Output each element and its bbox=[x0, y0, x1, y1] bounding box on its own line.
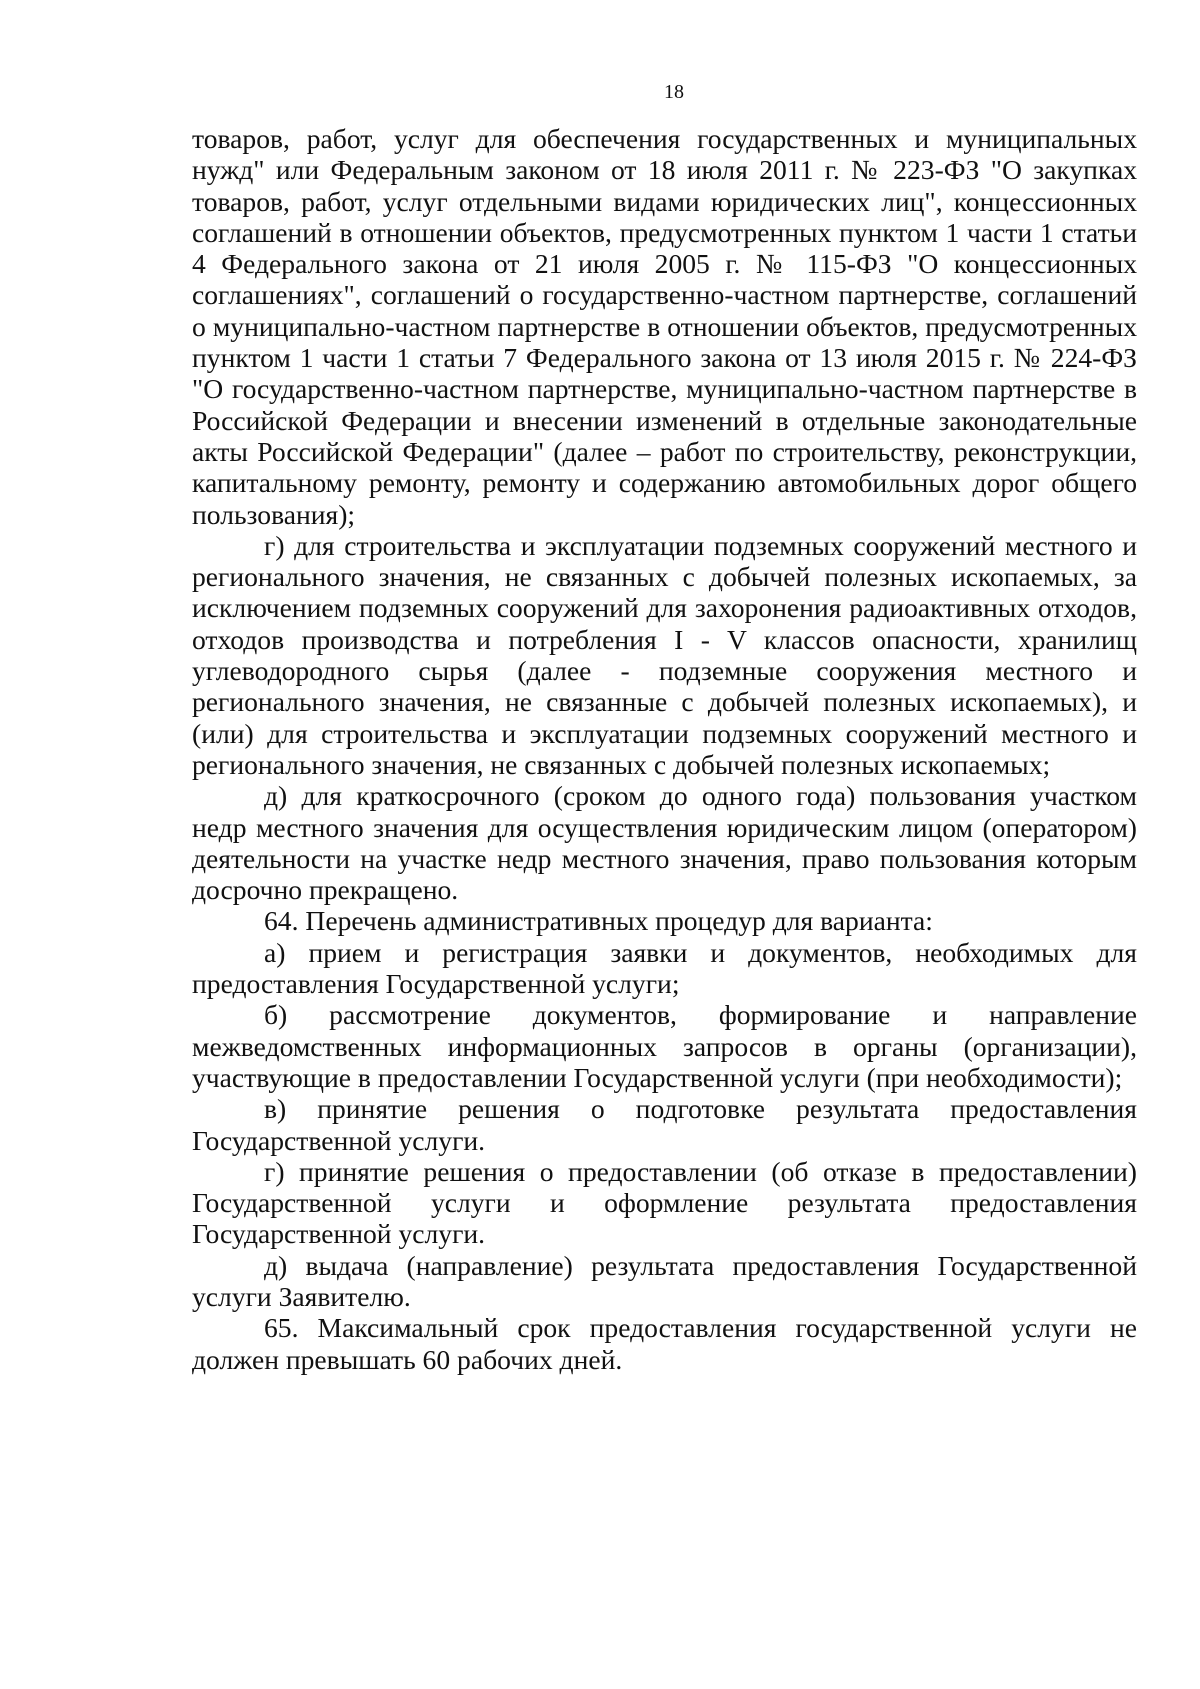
page-number-text: 18 bbox=[664, 81, 684, 103]
paragraph-continuation: товаров, работ, услуг для обеспечения государственных и муниципальных нужд" или Федеральным законом от 18 июля 2011 г. № 223-ФЗ "О закупках товаров, работ, услуг отдельными видами юридических лиц", концессионных соглашений в отношении объектов, предусмотренных пунктом 1 части 1 статьи 4 Федерального закона от 21 июля 2005 г. № 115-ФЗ "О концессионных соглашениях", соглашений о государственно-частном партнерстве, соглашений о муниципально-частном партнерстве в отношении объектов, предусмотренных пунктом 1 части 1 статьи 7 Федерального закона от 13 июля 2015 г. № 224-ФЗ "О государственно-частном партнерстве, муниципально-частном партнерстве в Российской Федерации и внесении изменений в отдельные законодательные акты Российской Федерации" (далее – работ по строительству, реконструкции, капитальному ремонту, ремонту и содержанию автомобильных дорог общего пользования); bbox=[192, 123, 1137, 530]
procedure-item-v: в) принятие решения о подготовке результата предоставления Государственной услуги. bbox=[192, 1093, 1137, 1156]
paragraph-item-g-underground: г) для строительства и эксплуатации подземных сооружений местного и регионального значения, не связанных с добычей полезных ископаемых, за исключением подземных сооружений для захоронения радиоактивных отходов, отходов производства и потребления I - V классов опасности, хранилищ углеводородного сырья (далее - подземные сооружения местного и регионального значения, не связанные с добычей полезных ископаемых), и (или) для строительства и эксплуатации подземных сооружений местного и регионального значения, не связанных с добычей полезных ископаемых; bbox=[192, 529, 1137, 780]
document-body bbox=[192, 123, 1137, 1375]
procedure-item-a: а) прием и регистрация заявки и документов, необходимых для предоставления Государственной услуги; bbox=[192, 936, 1137, 1000]
paragraph-item-d-short-term: д) для краткосрочного (сроком до одного года) пользования участком недр местного значения для осуществления юридическим лицом (оператором) деятельности на участке недр местного значения, право пользования которым досрочно прекращено. bbox=[192, 780, 1137, 906]
paragraph-64-heading: 64. Перечень административных процедур для варианта: bbox=[264, 905, 933, 937]
procedure-item-b: б) рассмотрение документов, формирование и направление межведомственных информационных запросов в органы (организации), участвующие в предоставлении Государственной услуги (при необходимости); bbox=[192, 999, 1137, 1093]
paragraph-65: 65. Максимальный срок предоставления государственной услуги не должен превышать 60 рабочих дней. bbox=[192, 1312, 1137, 1375]
procedure-item-d: д) выдача (направление) результата предоставления Государственной услуги Заявителю. bbox=[192, 1249, 1137, 1312]
procedure-item-g: г) принятие решения о предоставлении (об отказе в предоставлении) Государственной услуги и оформление результата предоставления Государственной услуги. bbox=[192, 1155, 1137, 1250]
page-number bbox=[0, 80, 1200, 104]
